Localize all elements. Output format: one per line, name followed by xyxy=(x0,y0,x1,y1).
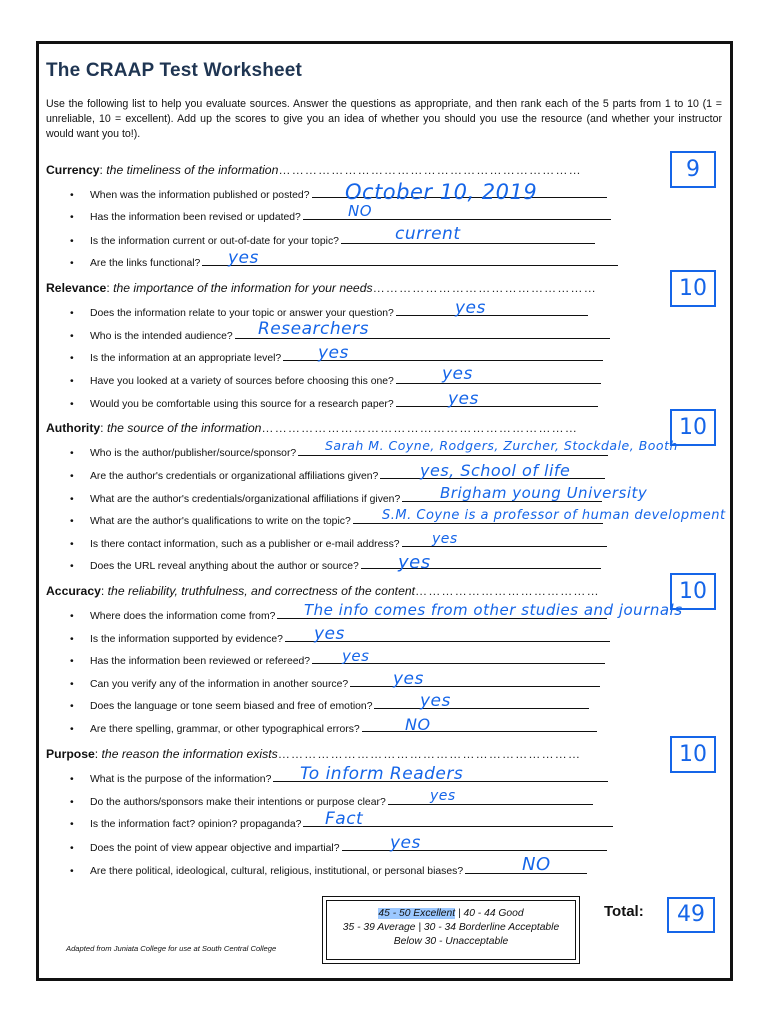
section-purpose-heading: Purpose: the reason the information exists…………………………………………………………… xyxy=(46,747,581,761)
question-row: • Would you be comfortable using this source for a research paper? xyxy=(70,399,598,410)
handwritten-answer: yes xyxy=(393,669,424,689)
total-label: Total: xyxy=(604,903,644,920)
handwritten-answer: yes xyxy=(455,298,486,318)
purpose-score-box: 10 xyxy=(670,736,716,773)
question-row: • Does the URL reveal anything about the author or source? xyxy=(70,561,601,572)
handwritten-answer: NO xyxy=(522,854,551,875)
question-row: • Does the language or tone seem biased and free of emotion? xyxy=(70,701,589,712)
handwritten-answer: yes xyxy=(342,647,370,665)
handwritten-answer: yes xyxy=(442,364,473,384)
question-row: • Who is the author/publisher/source/sponsor? xyxy=(70,448,608,459)
section-authority-heading: Authority: the source of the information……………………………………………………………… xyxy=(46,421,578,435)
handwritten-answer: yes xyxy=(398,552,431,573)
handwritten-answer: yes xyxy=(430,788,456,804)
question-row: • Are there spelling, grammar, or other typographical errors? xyxy=(70,724,597,735)
question-row: • Has the information been revised or updated? xyxy=(70,212,611,223)
question-row: • Does the point of view appear objective and impartial? xyxy=(70,843,607,854)
question-row: • Has the information been reviewed or refereed? xyxy=(70,656,605,667)
question-row: • Can you verify any of the information in another source? xyxy=(70,679,600,690)
question-row: • Where does the information come from? xyxy=(70,611,607,622)
question-row: • What are the author's credentials/organizational affiliations if given? xyxy=(70,494,602,505)
handwritten-answer: yes xyxy=(420,691,451,711)
handwritten-answer: yes xyxy=(390,833,421,853)
authority-score-box: 10 xyxy=(670,409,716,446)
accuracy-score-box: 10 xyxy=(670,573,716,610)
question-row: • Who is the intended audience? xyxy=(70,331,610,342)
question-row: • Is there contact information, such as a publisher or e-mail address? xyxy=(70,539,607,550)
legend-line-2: 35 - 39 Average | 30 - 34 Borderline Acceptable xyxy=(342,922,560,933)
question-row: • Is the information fact? opinion? propaganda? xyxy=(70,819,613,830)
handwritten-answer: NO xyxy=(348,202,373,220)
question-row: • When was the information published or posted? xyxy=(70,190,607,201)
handwritten-answer: Brigham young University xyxy=(440,484,648,502)
score-legend: 45 - 50 Excellent | 40 - 44 Good 35 - 39 Average | 30 - 34 Borderline Acceptable Below 30 - Unacceptable xyxy=(322,896,580,964)
total-score-box: 49 xyxy=(667,897,715,933)
relevance-score-box: 10 xyxy=(670,270,716,307)
worksheet-title: The CRAAP Test Worksheet xyxy=(46,60,303,81)
question-row: • Is the information at an appropriate level? xyxy=(70,353,603,364)
handwritten-answer: yes xyxy=(228,248,259,268)
handwritten-answer: The info comes from other studies and journals xyxy=(304,601,683,619)
question-row: • Is the information supported by evidence? xyxy=(70,634,610,645)
handwritten-answer: To inform Readers xyxy=(300,764,464,784)
handwritten-answer: yes xyxy=(318,343,349,363)
handwritten-answer: Sarah M. Coyne, Rodgers, Zurcher, Stockdale, Booth xyxy=(325,438,678,453)
question-row: • Are the links functional? xyxy=(70,258,618,269)
question-row: • Are the author's credentials or organizational affiliations given? xyxy=(70,471,605,482)
handwritten-answer: current xyxy=(395,224,461,244)
handwritten-answer: Researchers xyxy=(258,319,369,339)
section-relevance-heading: Relevance: the importance of the information for your needs…………………………………………… xyxy=(46,281,597,295)
question-row: • What is the purpose of the information? xyxy=(70,774,608,785)
question-row: • Are there political, ideological, cultural, religious, institutional, or personal biases? xyxy=(70,866,587,877)
handwritten-answer: NO xyxy=(405,715,431,734)
instructions: Use the following list to help you evaluate sources. Answer the questions as appropriate, and then rank each of the 5 parts from 1 to 10 (1 = unreliable, 10 = excellent). Add up the scores to give you an idea of whether you should you use the resource (and whether your instructor would want you to!). xyxy=(46,98,722,140)
handwritten-answer: October 10, 2019 xyxy=(345,180,538,204)
question-row: • Do the authors/sponsors make their intentions or purpose clear? xyxy=(70,797,593,808)
question-row: • Is the information current or out-of-date for your topic? xyxy=(70,236,595,247)
question-row: • What are the author's qualifications to write on the topic? xyxy=(70,516,603,527)
question-row: • Does the information relate to your topic or answer your question? xyxy=(70,308,588,319)
section-accuracy-heading: Accuracy: the reliability, truthfulness, and correctness of the content…………………………………… xyxy=(46,584,600,598)
legend-line-3: Below 30 - Unacceptable xyxy=(393,936,509,947)
handwritten-answer: yes xyxy=(448,389,479,409)
footer-credit: Adapted from Juniata College for use at South Central College xyxy=(66,944,277,953)
handwritten-answer: Fact xyxy=(325,809,364,829)
question-row: • Have you looked at a variety of sources before choosing this one? xyxy=(70,376,601,387)
handwritten-answer: S.M. Coyne is a professor of human development xyxy=(382,508,726,523)
legend-excellent: 45 - 50 Excellent xyxy=(378,908,456,919)
handwritten-answer: yes xyxy=(314,624,345,644)
handwritten-answer: yes, School of life xyxy=(420,461,571,480)
currency-score-box: 9 xyxy=(670,151,716,188)
section-currency-heading: Currency: the timeliness of the information…………………………………………………………… xyxy=(46,163,582,177)
handwritten-answer: yes xyxy=(432,531,458,547)
